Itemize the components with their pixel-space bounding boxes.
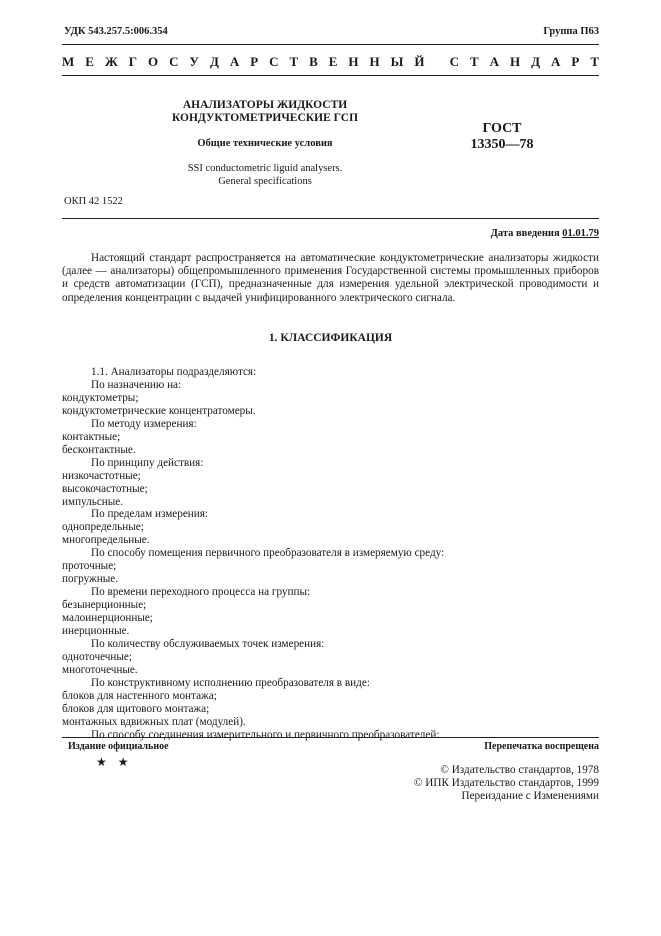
list-item: импульсные.: [62, 495, 124, 508]
banner-letter: М: [62, 54, 75, 69]
banner-letter: У: [189, 54, 199, 69]
banner-letter: Т: [289, 54, 299, 69]
banner-letter: Д: [209, 54, 219, 69]
banner-letter: Е: [85, 54, 94, 69]
banner-letter: Д: [531, 54, 541, 69]
list-item: По способу помещения первичного преобразователя в измеряемую среду:: [91, 547, 445, 560]
title-line-1: АНАЛИЗАТОРЫ ЖИДКОСТИ: [182, 99, 348, 111]
banner-letter: А: [551, 54, 561, 69]
subtitle-english-line-2: General specifications: [218, 176, 312, 187]
banner-letter: Р: [571, 54, 580, 69]
top-rule: [62, 44, 599, 45]
introduction-date: [491, 228, 599, 239]
banner-letter: Р: [250, 54, 259, 69]
list-item: блоков для настенного монтажа;: [62, 689, 217, 702]
list-item: По назначению на:: [91, 378, 182, 391]
list-item: контактные;: [62, 430, 121, 443]
banner-letter: А: [489, 54, 500, 69]
banner-letter: С: [269, 54, 279, 69]
list-item: По времени переходного процесса на группы:: [91, 586, 311, 599]
banner-letter: Е: [328, 54, 338, 69]
document-title: [140, 99, 390, 125]
banner-letter: С: [169, 54, 179, 69]
list-item: По методу измерения:: [91, 417, 197, 430]
list-item: кондуктометры;: [62, 391, 139, 404]
introduction-date-value: 01.01.79: [562, 228, 599, 239]
copyright-1978: © Издательство стандартов, 1978: [440, 764, 599, 776]
banner-letter: Н: [348, 54, 359, 69]
classification-list: [62, 366, 445, 742]
banner-letter: С: [449, 54, 460, 69]
list-item: однопредельные;: [62, 521, 144, 534]
banner-letter: Ы: [390, 54, 404, 69]
banner-letter: Й: [414, 54, 425, 69]
reissue-note: Переиздание с Изменениями: [461, 790, 599, 802]
official-edition-label: Издание официальное: [68, 741, 169, 752]
copyright-block: [414, 764, 599, 803]
list-item: малоинерционные;: [62, 612, 153, 625]
list-item: По принципу действия:: [91, 456, 204, 469]
copyright-1999: © ИПК Издательство стандартов, 1999: [413, 777, 599, 789]
stars-mark: ★ ★: [96, 755, 133, 769]
list-item: 1.1. Анализаторы подразделяются:: [91, 366, 257, 378]
banner-letter: Г: [128, 54, 137, 69]
list-item: инерционные.: [62, 625, 130, 638]
list-item: По количеству обслуживаемых точек измерения:: [91, 638, 325, 651]
preamble-paragraph: Настоящий стандарт распространяется на автоматические кондуктометрические анализаторы жидкости (далее — анализаторы) общепромышленного применения Государственной системы промышленных приборов и средств автоматизации (ГСП), предназначенные для измерения удельной электрической проводимости и определения концентрации с выдачей унифицированного электрического сигнала.: [62, 252, 599, 304]
title-line-2: КОНДУКТОМЕТРИЧЕСКИЕ ГСП: [171, 112, 359, 124]
list-item: проточные;: [62, 560, 117, 573]
group-code: Группа П63: [543, 26, 599, 37]
banner-letter: [435, 54, 438, 70]
list-item: По конструктивному исполнению преобразователя в виде:: [91, 676, 370, 689]
gost-number: 13350—78: [470, 137, 534, 152]
list-item: низкочастотные;: [62, 469, 141, 482]
udk-code: УДК 543.257.5:006.354: [64, 26, 168, 37]
list-item: кондуктометрические концентратомеры.: [62, 404, 256, 417]
list-item: многопредельные.: [62, 534, 150, 547]
banner-letter: Т: [470, 54, 479, 69]
banner-letter: А: [229, 54, 240, 69]
footer-rule: [62, 737, 599, 738]
list-item: монтажных вдвижных плат (модулей).: [62, 715, 246, 728]
list-item: одноточечные;: [62, 650, 132, 663]
reprint-prohibited-label: Перепечатка воспрещена: [484, 741, 599, 752]
list-item: блоков для щитового монтажа;: [62, 702, 210, 715]
section-heading: 1. КЛАССИФИКАЦИЯ: [268, 332, 393, 344]
banner-letter: О: [147, 54, 159, 69]
list-item: многоточечные.: [62, 663, 138, 676]
subtitle-english: [140, 162, 390, 188]
gost-designation: [452, 121, 552, 153]
subtitle-russian: Общие технические условия: [197, 138, 333, 149]
list-item: погружные.: [62, 573, 119, 586]
banner-letter: Н: [369, 54, 380, 69]
banner-letter: В: [309, 54, 318, 69]
banner-letter: Ж: [104, 54, 118, 69]
banner-letter: Т: [590, 54, 599, 69]
list-item: По способу соединения измерительного и первичного преобразователей:: [91, 728, 440, 741]
okp-code: ОКП 42 1522: [64, 196, 123, 207]
list-item: безынерционные;: [62, 599, 147, 612]
list-item: высокочастотные;: [62, 482, 148, 495]
introduction-date-label: Дата введения: [490, 228, 560, 239]
subtitle-english-line-1: SSI conductometric liguid analysers.: [187, 163, 343, 174]
standard-banner: [62, 54, 599, 70]
header-rule: [62, 218, 599, 219]
list-item: По пределам измерения:: [91, 508, 209, 521]
list-item: бесконтактные.: [62, 443, 136, 456]
gost-label: ГОСТ: [482, 121, 522, 136]
banner-rule: [62, 75, 599, 76]
banner-letter: Н: [510, 54, 521, 69]
